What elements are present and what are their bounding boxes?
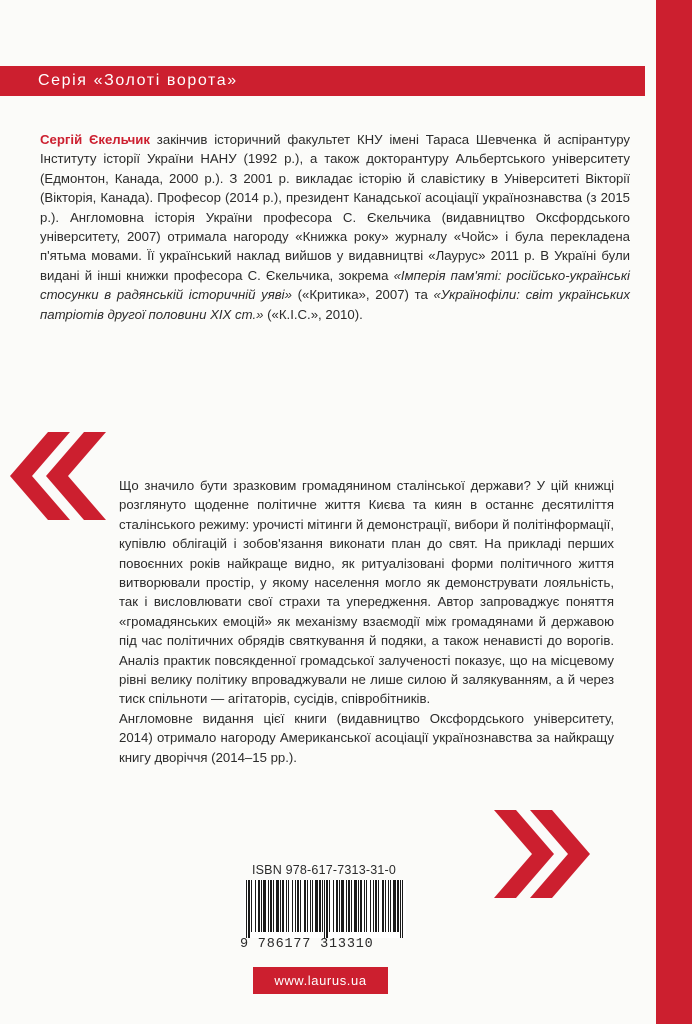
barcode-digits: 9 786177 313310	[240, 937, 374, 952]
series-banner	[0, 66, 645, 96]
author-bio	[40, 130, 630, 324]
website-label: www.laurus.ua	[274, 973, 367, 988]
isbn-label: ISBN 978-617-7313-31-0	[251, 863, 397, 877]
bio-text-2: («Критика», 2007) та	[291, 287, 434, 303]
bio-text-3: («К.І.С.», 2010).	[263, 306, 363, 322]
double-chevron-right-icon	[494, 810, 590, 898]
bio-book-1: «Імперія пам'яті: російсько-українські стосунки в радянській історичній уяві»	[40, 267, 630, 303]
bio-book-2: «Українофіли: світ українських патріотів другої половини XIX ст.»	[40, 287, 630, 322]
barcode	[244, 880, 406, 938]
spine-stripe	[656, 0, 692, 1024]
author-name: Сергій Єкельчик	[40, 132, 150, 147]
book-description	[119, 476, 614, 767]
bio-text-1: закінчив історичний факультет КНУ імені Тараса Шевченка й аспірантуру Інституту історії України НАНУ (1992 р.), а також докторантуру Альбертського університету (Едмонтон, Канада, 2000 р.). З 2001 р. викладає історію й славістику в Університеті Вікторії (Вікторія, Канада). Професор (2014 р.), президент Канадської асоціації українознавства (з 2015 р.). Англомовна історія України професора С. Єкельчика (видавництво Оксфордського університету, 2007) отримала нагороду «Книжка року» журналу «Чойс» і була перекладена п'ятьма мовами. Її український наклад вийшов у видавництві «Лаурус» 2011 р. В Україні були видані й інші книжки професора С. Єкельчика, зокрема	[40, 132, 630, 283]
publisher-website[interactable]	[253, 967, 388, 994]
double-chevron-left-icon	[10, 432, 106, 520]
description-paragraph: Що значило бути зразковим громадянином сталінської держави? У цій книжці розглянуто щоденне політичне життя Києва та киян в останнє десятиліття сталінського режиму: урочисті мітинги й демонстрації, вибори й політінформації, купівлю облігацій і зобов'язання виконати план до свят. На прикладі перших повоєнних років найкраще видно, як ритуалізовані форми політичного життя витворювали простір, у якому населення могло як демонструвати лояльність, так і висловлювати свої страхи та упередження. Автор запроваджує поняття «громадянських емоцій» як механізму взаємодії між громадянами й державою під час політичних обрядів святкування й подяки, а також ненависті до ворогів. Аналіз практик повсякденної громадської залученості показує, що на місцевому рівні велику політику впроваджували не лише силою й залякуванням, а й через тиск спільноти — агітаторів, сусідів, співробітників.	[119, 478, 614, 707]
description-paragraph: Англомовне видання цієї книги (видавництво Оксфордського університету, 2014) отримало нагороду Американської асоціації українознавства за найкращу книгу дворіччя (2014–15 рр.).	[119, 710, 614, 765]
series-title: Серія «Золоті ворота»	[38, 72, 238, 89]
